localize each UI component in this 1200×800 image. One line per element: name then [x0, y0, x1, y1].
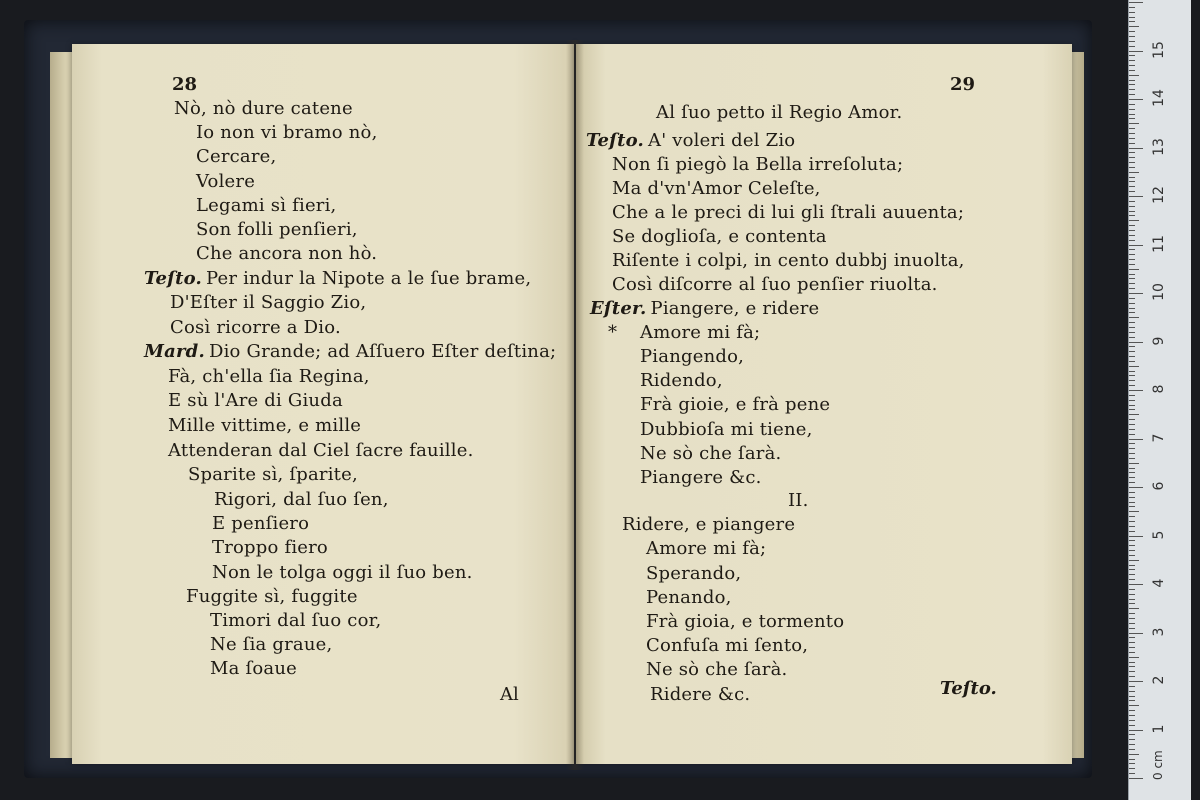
line-text: Amore mi fà; [646, 538, 767, 559]
ruler-tick [1129, 773, 1135, 774]
line-text: Se doglioſa, e contenta [612, 226, 827, 247]
ruler-tick [1129, 637, 1135, 638]
ruler-tick [1129, 574, 1135, 575]
ruler-tick [1129, 405, 1135, 406]
line-text: Dubbioſa mi tiene, [640, 419, 813, 440]
ruler-tick [1129, 623, 1135, 624]
text-line [646, 538, 766, 560]
line-text: Ne sò che ſarà. [646, 659, 788, 680]
ruler-tick [1129, 453, 1135, 454]
text-line [608, 322, 760, 344]
ruler-tick [1129, 657, 1139, 658]
ruler-tick [1129, 375, 1135, 376]
text-line [612, 154, 903, 176]
ruler-tick [1129, 647, 1135, 648]
ruler-tick [1129, 671, 1135, 672]
ruler-tick [1129, 540, 1135, 541]
ruler-tick [1129, 497, 1135, 498]
ruler-tick [1129, 230, 1135, 231]
ruler-number: 9 [1151, 336, 1167, 345]
line-text: Ne sò che ſarà. [640, 443, 782, 464]
ruler-tick [1129, 686, 1135, 687]
text-line [646, 635, 808, 657]
ruler-tick [1129, 521, 1135, 522]
ruler-tick [1129, 739, 1135, 740]
text-line [168, 440, 474, 462]
ruler-tick [1129, 390, 1143, 391]
text-line [196, 243, 377, 265]
ruler-tick [1129, 511, 1139, 512]
text-line [640, 443, 781, 465]
ruler-tick [1129, 720, 1135, 721]
ruler-tick [1129, 763, 1135, 764]
line-text: Ridendo, [640, 370, 723, 391]
line-text: Al ſuo petto il Regio Amor. [656, 102, 903, 123]
ruler-tick [1129, 642, 1135, 643]
line-text: Non le tolga oggi il ſuo ben. [212, 562, 473, 583]
ruler-tick [1129, 109, 1135, 110]
ruler-number: 12 [1151, 186, 1167, 204]
ruler-tick [1129, 196, 1143, 197]
ruler-tick [1129, 211, 1135, 212]
ruler-tick [1129, 681, 1143, 682]
ruler-tick [1129, 259, 1135, 260]
ruler-tick [1129, 322, 1135, 323]
ruler-tick [1129, 206, 1135, 207]
ruler-tick [1129, 148, 1143, 149]
line-text: A' voleri del Zio [648, 130, 796, 151]
text-line [214, 489, 389, 511]
line-text: Amore mi fà; [640, 322, 761, 343]
ruler-tick [1129, 278, 1135, 279]
text-line [640, 419, 813, 441]
ruler-tick [1129, 463, 1139, 464]
text-line [174, 98, 353, 120]
ruler-tick [1129, 482, 1135, 483]
ruler-tick [1129, 351, 1135, 352]
ruler-tick [1129, 710, 1135, 711]
ruler-tick [1129, 555, 1135, 556]
measuring-ruler [1128, 0, 1191, 800]
text-line [144, 341, 556, 363]
line-text: Sparite sì, ſparite, [188, 464, 358, 485]
ruler-tick [1129, 308, 1135, 309]
line-text: Nò, nò dure catene [174, 98, 353, 119]
ruler-number: 10 [1151, 283, 1167, 301]
ruler-tick [1129, 759, 1135, 760]
ruler-tick [1129, 191, 1135, 192]
ruler-tick [1129, 157, 1135, 158]
ruler-tick [1129, 288, 1135, 289]
ruler-tick [1129, 162, 1135, 163]
ruler-tick [1129, 186, 1135, 187]
ruler-tick [1129, 26, 1139, 27]
line-text: Ne ſia graue, [210, 634, 333, 655]
ruler-tick [1129, 235, 1135, 236]
ruler-number: 3 [1151, 627, 1167, 636]
line-text: Mille vittime, e mille [168, 415, 362, 436]
ruler-tick [1129, 327, 1135, 328]
text-line [622, 514, 795, 536]
text-line [612, 202, 964, 224]
ruler-tick [1129, 579, 1135, 580]
ruler-tick [1129, 492, 1135, 493]
ruler-tick [1129, 666, 1135, 667]
ruler-tick [1129, 700, 1135, 701]
ruler-number: 14 [1151, 89, 1167, 107]
ruler-number: 13 [1151, 137, 1167, 156]
text-line [640, 346, 744, 368]
ruler-tick [1129, 434, 1135, 435]
line-text: Non ſi piegò la Bella irreſoluta; [612, 154, 904, 175]
text-line [144, 268, 531, 290]
line-text: Riſente i colpi, in cento dubbj inuolta, [612, 250, 965, 271]
text-line [650, 684, 750, 706]
ruler-tick [1129, 21, 1135, 22]
ruler-tick [1129, 80, 1135, 81]
ruler-tick [1129, 419, 1135, 420]
line-text: Che ancora non hò. [196, 243, 378, 264]
ruler-tick [1129, 458, 1135, 459]
ruler-tick [1129, 366, 1139, 367]
ruler-tick [1129, 443, 1135, 444]
ruler-number: 7 [1151, 433, 1167, 442]
line-text: Volere [196, 171, 256, 192]
ruler-tick [1129, 725, 1135, 726]
ruler-tick [1129, 2, 1143, 3]
ruler-tick [1129, 36, 1135, 37]
ruler-unit-label: 0 cm [1151, 750, 1165, 780]
ruler-tick [1129, 414, 1139, 415]
ruler-tick [1129, 99, 1143, 100]
text-line [196, 122, 378, 144]
ruler-tick [1129, 31, 1135, 32]
ruler-tick [1129, 409, 1135, 410]
line-text: Frà gioie, e frà pene [640, 394, 831, 415]
ruler-tick [1129, 526, 1135, 527]
stanza-number [788, 490, 809, 512]
ruler-tick [1129, 303, 1135, 304]
ruler-tick [1129, 143, 1135, 144]
text-line [186, 586, 358, 608]
ruler-tick [1129, 249, 1135, 250]
line-text: Attenderan dal Ciel ſacre fauille. [168, 440, 474, 461]
text-line [170, 317, 341, 339]
ruler-tick [1129, 768, 1135, 769]
ruler-tick [1129, 51, 1143, 52]
line-text: E sù l'Are di Giuda [168, 390, 343, 411]
ruler-tick [1129, 516, 1135, 517]
ruler-tick [1129, 380, 1135, 381]
ruler-tick [1129, 94, 1135, 95]
line-text: Piangere &c. [640, 467, 762, 488]
ruler-tick [1129, 293, 1143, 294]
ruler-tick [1129, 550, 1135, 551]
ruler-tick [1129, 589, 1135, 590]
line-text: Ma d'vn'Amor Celeſte, [612, 178, 821, 199]
ruler-tick [1129, 225, 1135, 226]
ruler-tick [1129, 691, 1135, 692]
ruler-number: 11 [1151, 234, 1167, 253]
speaker-label: Mard. [144, 341, 205, 362]
text-line [196, 195, 336, 217]
ruler-tick [1129, 613, 1135, 614]
ruler-tick [1129, 118, 1135, 119]
ruler-tick [1129, 128, 1135, 129]
ruler-tick [1129, 177, 1135, 178]
ruler-tick [1129, 75, 1139, 76]
line-text: Ma ſoaue [210, 658, 297, 679]
ruler-tick [1129, 133, 1135, 134]
ruler-tick [1129, 70, 1135, 71]
ruler-tick [1129, 545, 1135, 546]
line-text: Troppo fiero [212, 537, 328, 558]
ruler-tick [1129, 60, 1135, 61]
ruler-tick [1129, 487, 1143, 488]
book-gutter [566, 40, 584, 770]
line-text: D'Eſter il Saggio Zio, [170, 292, 367, 313]
text-line [212, 537, 328, 559]
ruler-tick [1129, 215, 1135, 216]
ruler-tick [1129, 468, 1135, 469]
ruler-tick [1129, 46, 1135, 47]
ruler-number: 8 [1151, 384, 1167, 394]
ruler-tick [1129, 356, 1135, 357]
ruler-tick [1129, 361, 1135, 362]
speaker-label: Eſter. [590, 298, 647, 319]
ruler-tick [1129, 730, 1143, 731]
ruler-tick [1129, 599, 1135, 600]
ruler-tick [1129, 152, 1135, 153]
ruler-tick [1129, 201, 1135, 202]
ruler-tick [1129, 346, 1135, 347]
line-text: Così ricorre a Dio. [170, 317, 341, 338]
line-text: Io non vi bramo nò, [196, 122, 378, 143]
line-text: Fà, ch'ella ſia Regina, [168, 366, 370, 387]
ruler-tick [1129, 245, 1143, 246]
ruler-tick [1129, 715, 1135, 716]
text-line [210, 610, 381, 632]
ruler-tick [1129, 429, 1135, 430]
line-text: Son folli penſieri, [196, 219, 358, 240]
ruler-tick [1129, 448, 1135, 449]
line-text: Frà gioia, e tormento [646, 611, 845, 632]
text-line [646, 587, 732, 609]
ruler-tick [1129, 240, 1135, 241]
ruler-number: 4 [1151, 578, 1167, 588]
ruler-tick [1129, 181, 1135, 182]
right-page [576, 44, 1072, 764]
ruler-tick [1129, 603, 1135, 604]
ruler-tick [1129, 283, 1135, 284]
text-line [586, 130, 795, 152]
text-line [196, 171, 255, 193]
ruler-tick [1129, 506, 1135, 507]
ruler-tick [1129, 400, 1135, 401]
line-text: Sperando, [646, 563, 742, 584]
ruler-tick [1129, 104, 1135, 105]
ruler-tick [1129, 662, 1135, 663]
text-line [590, 298, 819, 320]
ruler-tick [1129, 172, 1139, 173]
ruler-tick [1129, 12, 1135, 13]
text-line [212, 562, 473, 584]
line-text: Per indur la Nipote a le ſue brame, [206, 268, 532, 289]
ruler-tick [1129, 618, 1135, 619]
ruler-tick [1129, 254, 1135, 255]
ruler-tick [1129, 560, 1139, 561]
ruler-number: 2 [1151, 675, 1167, 685]
text-line [612, 178, 821, 200]
text-line [612, 274, 938, 296]
line-text: Legami sì fieri, [196, 195, 337, 216]
text-line [168, 366, 370, 388]
text-line [170, 292, 366, 314]
ruler-tick [1129, 652, 1135, 653]
ruler-tick [1129, 274, 1135, 275]
line-text: Confuſa mi ſento, [646, 635, 809, 656]
text-line [212, 513, 309, 535]
ruler-tick [1129, 749, 1135, 750]
text-line [210, 634, 332, 656]
catchword: Al [500, 684, 519, 705]
line-text: Piangere, e ridere [650, 298, 820, 319]
ruler-tick [1129, 337, 1135, 338]
text-line [196, 219, 358, 241]
ruler-tick [1129, 536, 1143, 537]
ruler-tick [1129, 439, 1143, 440]
ruler-tick [1129, 472, 1135, 473]
line-text: Ridere &c. [650, 684, 751, 705]
text-line [168, 415, 361, 437]
text-line [646, 659, 787, 681]
ruler-number: 1 [1151, 724, 1167, 733]
text-line [640, 467, 762, 489]
ruler-tick [1129, 123, 1139, 124]
line-text: Dio Grande; ad Aſſuero Eſter deſtina; [208, 341, 557, 362]
ruler-tick [1129, 594, 1135, 595]
ruler-tick [1129, 114, 1135, 115]
ruler-tick [1129, 628, 1135, 629]
ruler-tick [1129, 298, 1135, 299]
ruler-tick [1129, 477, 1135, 478]
line-text: E penſiero [212, 513, 310, 534]
ruler-tick [1129, 264, 1135, 265]
ruler-tick [1129, 371, 1135, 372]
line-text: Rigori, dal ſuo ſen, [214, 489, 389, 510]
ruler-tick [1129, 778, 1143, 779]
catchword: Teſto. [940, 678, 997, 699]
verse-marker: * [608, 322, 618, 343]
ruler-tick [1129, 565, 1135, 566]
line-text: II. [788, 490, 809, 511]
ruler-tick [1129, 342, 1143, 343]
ruler-tick [1129, 317, 1139, 318]
speaker-label: Teſto. [586, 130, 644, 151]
text-line [656, 102, 902, 124]
ruler-tick [1129, 332, 1135, 333]
text-line [210, 658, 297, 680]
ruler-tick [1129, 220, 1139, 221]
text-line [646, 563, 741, 585]
ruler-tick [1129, 584, 1143, 585]
ruler-tick [1129, 754, 1139, 755]
ruler-tick [1129, 705, 1139, 706]
ruler-tick [1129, 167, 1135, 168]
ruler-tick [1129, 531, 1135, 532]
text-line [612, 226, 827, 248]
line-text: Penando, [646, 587, 732, 608]
ruler-tick [1129, 734, 1135, 735]
text-line [646, 611, 844, 633]
ruler-tick [1129, 55, 1135, 56]
ruler-tick [1129, 17, 1135, 18]
ruler-tick [1129, 744, 1135, 745]
ruler-number: 15 [1151, 40, 1167, 59]
text-line [188, 464, 358, 486]
page-number: 28 [172, 74, 198, 95]
line-text: Fuggite sì, fuggite [186, 586, 358, 607]
ruler-tick [1129, 312, 1135, 313]
ruler-tick [1129, 138, 1135, 139]
text-line [640, 394, 830, 416]
ruler-tick [1129, 696, 1135, 697]
ruler-tick [1129, 269, 1139, 270]
page-number: 29 [950, 74, 976, 95]
line-text: Cercare, [196, 146, 277, 167]
line-text: Ridere, e piangere [622, 514, 796, 535]
ruler-number: 6 [1151, 481, 1167, 491]
line-text: Così diſcorre al ſuo penſier riuolta. [612, 274, 938, 295]
line-text: Piangendo, [640, 346, 745, 367]
ruler-tick [1129, 608, 1139, 609]
text-line [168, 390, 343, 412]
ruler-tick [1129, 385, 1135, 386]
ruler-tick [1129, 569, 1135, 570]
left-page [72, 44, 574, 764]
line-text: Che a le preci di lui gli ſtrali auuenta; [612, 202, 965, 223]
text-line [196, 146, 276, 168]
line-text: Timori dal ſuo cor, [210, 610, 382, 631]
speaker-label: Teſto. [144, 268, 202, 289]
text-line [612, 250, 965, 272]
ruler-tick [1129, 65, 1135, 66]
ruler-tick [1129, 89, 1135, 90]
ruler-number: 5 [1151, 530, 1167, 539]
ruler-tick [1129, 395, 1135, 396]
ruler-tick [1129, 676, 1135, 677]
text-line [640, 370, 723, 392]
ruler-tick [1129, 7, 1135, 8]
ruler-tick [1129, 424, 1135, 425]
ruler-tick [1129, 633, 1143, 634]
ruler-tick [1129, 41, 1135, 42]
ruler-tick [1129, 84, 1135, 85]
ruler-tick [1129, 502, 1135, 503]
